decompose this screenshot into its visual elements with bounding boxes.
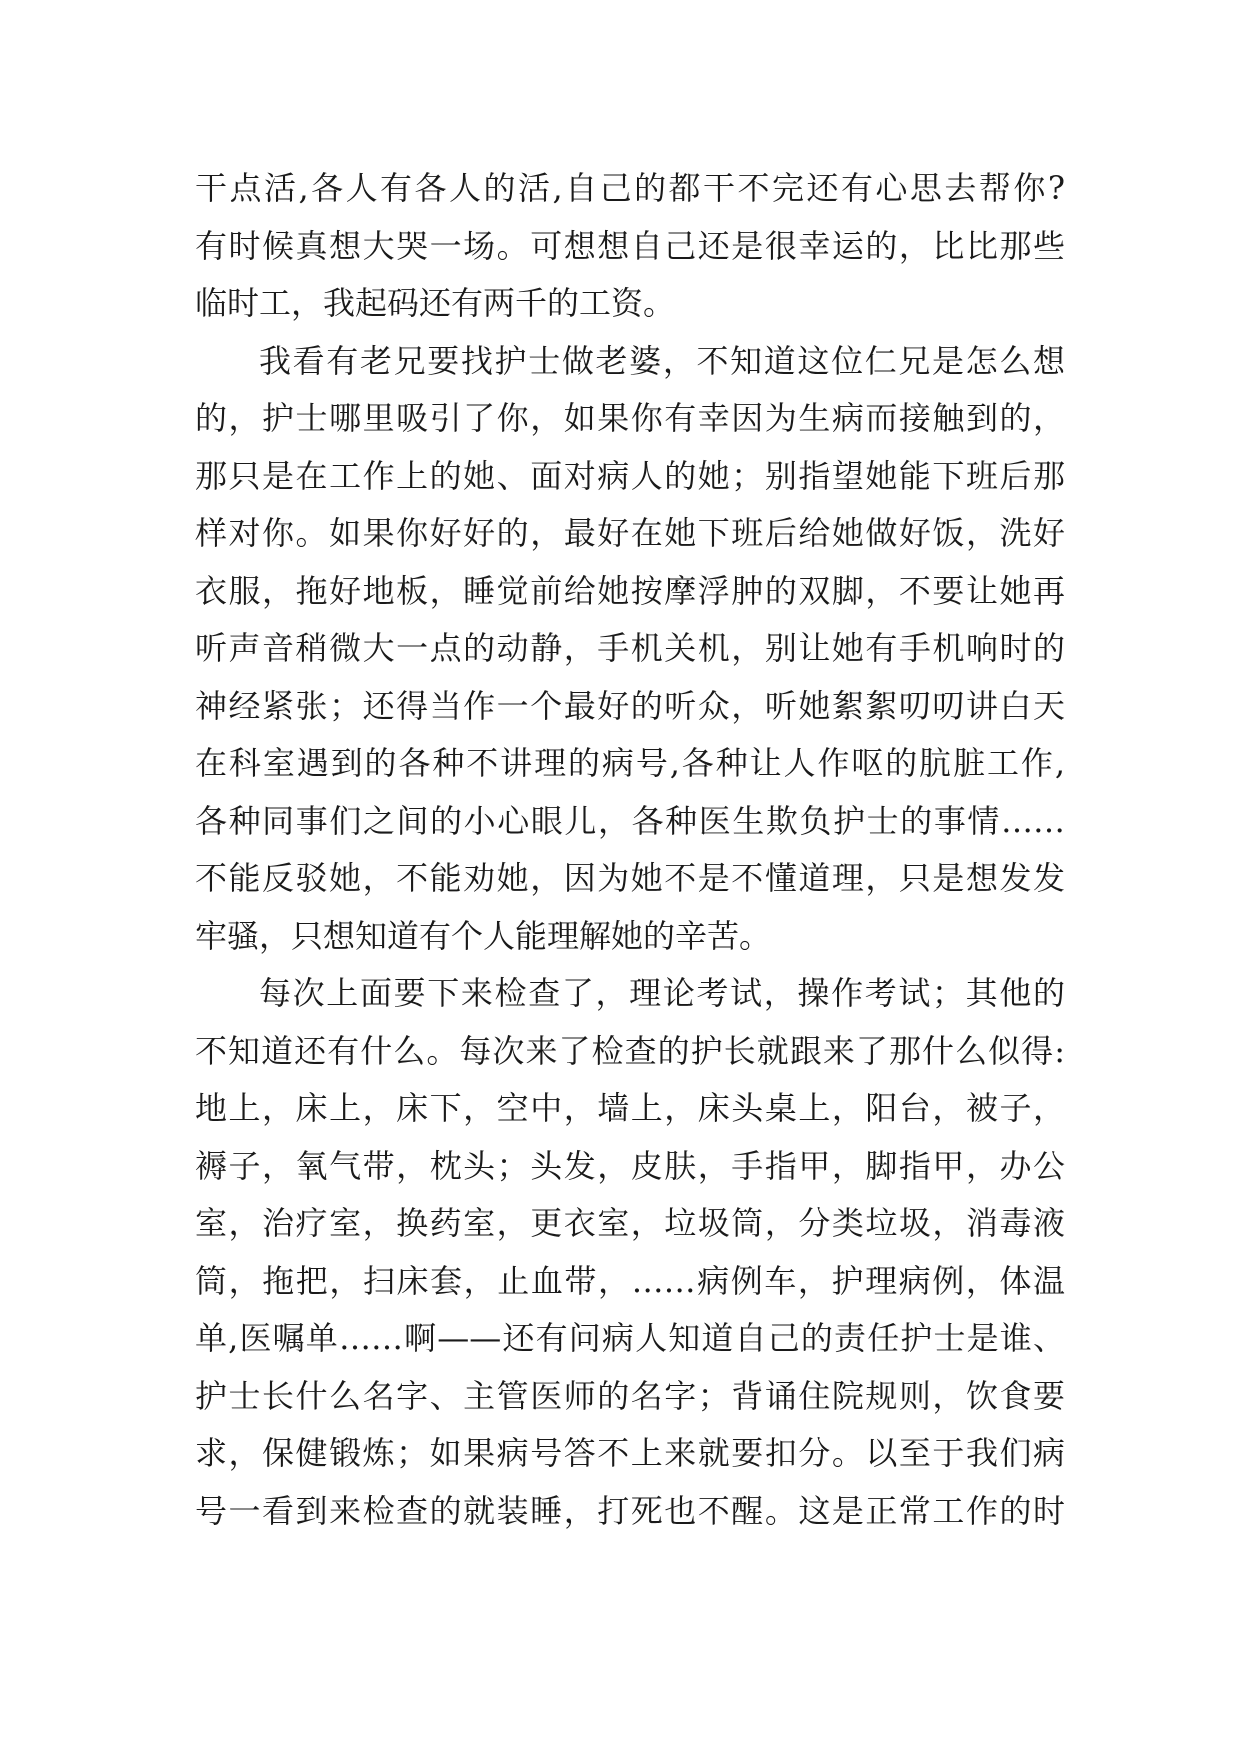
paragraph-2: [195, 333, 1065, 966]
text-line: 在科室遇到的各种不讲理的病号,各种让人作呕的肮脏工作,: [195, 744, 1065, 782]
text-line: 临时工，我起码还有两千的工资。: [195, 284, 676, 322]
text-line: 听声音稍微大一点的动静，手机关机，别让她有手机响时的: [195, 629, 1065, 667]
text-line: 护士长什么名字、主管医师的名字；背诵住院规则，饮食要: [195, 1376, 1065, 1415]
text-line: 号一看到来检查的就装睡，打死也不醒。这是正常工作的时: [195, 1491, 1065, 1530]
text-line: 衣服，拖好地板，睡觉前给她按摩浮肿的双脚，不要让她再: [195, 571, 1065, 610]
text-line: 有时候真想大哭一场。可想想自己还是很幸运的，比比那些: [195, 226, 1065, 265]
text-line: 不知道还有什么。每次来了检查的护长就跟来了那什么似得:: [195, 1031, 1065, 1070]
text-line: 神经紧张；还得当作一个最好的听众，听她絮絮叨叨讲白天: [195, 686, 1065, 725]
text-line: 干点活,各人有各人的活,自己的都干不完还有心思去帮你?: [195, 169, 1065, 207]
text-line: 每次上面要下来检查了，理论考试，操作考试；其他的: [259, 974, 1065, 1012]
text-line: 筒，拖把，扫床套，止血带，……病例车，护理病例，体温: [195, 1261, 1065, 1300]
text-line: 样对你。如果你好好的，最好在她下班后给她做好饭，洗好: [195, 514, 1065, 552]
text-line: 室，治疗室，换药室，更衣室，垃圾筒，分类垃圾，消毒液: [195, 1204, 1065, 1242]
text-line: 牢骚，只想知道有个人能理解她的辛苦。: [195, 916, 772, 955]
paragraph-1: [195, 160, 1065, 333]
text-line: 褥子，氧气带，枕头；头发，皮肤，手指甲，脚指甲，办公: [195, 1146, 1065, 1185]
text-line: 地上，床上，床下，空中，墙上，床头桌上，阳台，被子，: [195, 1089, 1065, 1127]
text-line: 不能反驳她，不能劝她，因为她不是不懂道理，只是想发发: [195, 859, 1065, 897]
body-text: [195, 160, 1065, 1540]
text-line: 求，保健锻炼；如果病号答不上来就要扣分。以至于我们病: [195, 1434, 1065, 1472]
text-line: 的，护士哪里吸引了你，如果你有幸因为生病而接触到的，: [195, 399, 1065, 437]
text-line: 各种同事们之间的小心眼儿，各种医生欺负护士的事情……: [195, 801, 1065, 840]
paragraph-3: [195, 965, 1065, 1540]
text-line: 我看有老兄要找护士做老婆，不知道这位仁兄是怎么想: [259, 341, 1065, 380]
text-line: 那只是在工作上的她、面对病人的她；别指望她能下班后那: [195, 456, 1065, 495]
text-line: 单,医嘱单……啊——还有问病人知道自己的责任护士是谁、: [195, 1319, 1065, 1357]
